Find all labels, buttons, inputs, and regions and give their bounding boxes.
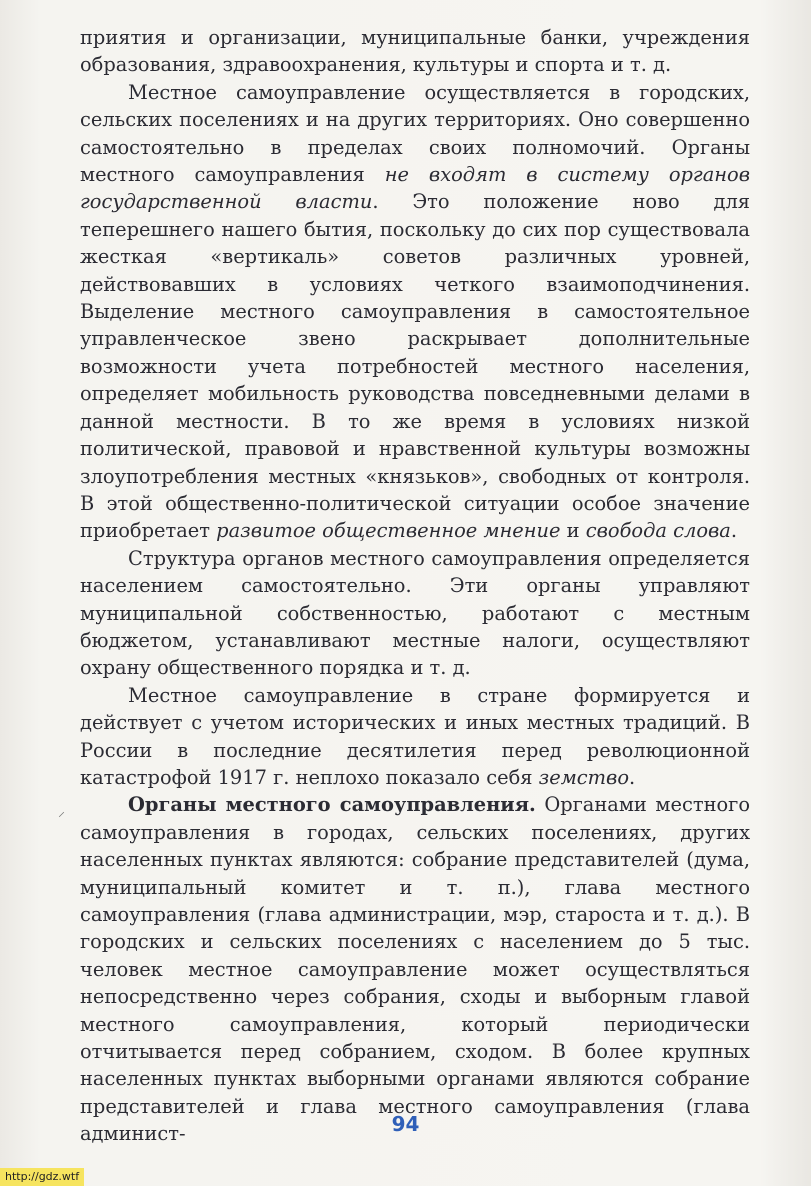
paragraph-text: Органами местного самоуправления в городах, сельских поселениях, других населенных пунктах являются: собрание представителей (дума, муниципальный комитет и т. п.), глава местного самоуправления (глава администрации, мэр, староста и т. д.). В городских и сельских поселениях с населением до 5 тыс. человек местное самоуправление может осуществляться непосредственно через собрания, сходы и выборным главой местного самоуправления, который периодически отчитывается перед собранием, сходом. В более крупных населенных пунктах выборными органами являются собрание представителей и глава местного самоуправления (глава админист- xyxy=(80,793,750,1146)
paragraph xyxy=(80,24,750,79)
pencil-margin-mark: ⸝ xyxy=(58,804,65,820)
source-watermark[interactable]: http://gdz.wtf xyxy=(0,1168,84,1186)
page-body-text xyxy=(80,24,750,1148)
paragraph xyxy=(80,791,750,1147)
emphasis-text: развитое общественное мнение xyxy=(216,519,561,543)
emphasis-text: не входят в систему органов государственной власти xyxy=(80,163,750,214)
paragraph-text: . xyxy=(730,519,738,543)
paragraph-text: Местное самоуправление в стране формируется и действует с учетом исторических и иных местных традиций. В России в последние десятилетия перед революционной катастрофой 1917 г. неплохо показало себя xyxy=(80,683,750,789)
paragraph-text: приятия и организации, муниципальные банки, учреждения образования, здравоохранения, культуры и спорта и т. д. xyxy=(80,26,750,77)
paragraph xyxy=(80,682,750,792)
emphasis-text: свобода слова xyxy=(585,519,731,543)
paragraph-text: и xyxy=(560,519,586,543)
section-heading-inline: Органы местного самоуправления. xyxy=(128,793,536,817)
paragraph-text: Структура органов местного самоуправления определяется населением самостоятельно. Эти органы управляют муниципальной собственностью, работают с местным бюджетом, устанавливают местные налоги, осуществляют охрану общественного порядка и т. д. xyxy=(80,546,750,680)
emphasis-text: земство xyxy=(538,765,629,789)
paragraph-text: Местное самоуправление осуществляется в городских, сельских поселениях и на других территориях. Оно совершенно самостоятельно в пределах своих полномочий. Органы местного самоуправления xyxy=(80,80,750,187)
paragraph xyxy=(80,545,750,682)
paragraph-text: . Это положение ново для теперешнего нашего бытия, поскольку до сих пор существовала жесткая «вертикаль» советов различных уровней, действовавших в условиях четкого взаимоподчинения. Выделение местного самоуправления в самостоятельное управленческое звено раскрывает дополнительные возможности учета потребностей местного населения, определяет мобильность руководства повседневными делами в данной местности. В то же время в условиях низкой политической, правовой и нравственной культуры возможны злоупотребления местных «князьков», свободных от контроля. В этой общественно-политической ситуации особое значение приобретает xyxy=(80,190,750,543)
page-number: 94 xyxy=(391,1112,420,1136)
paragraph-text: . xyxy=(629,765,636,789)
paragraph xyxy=(80,79,750,545)
